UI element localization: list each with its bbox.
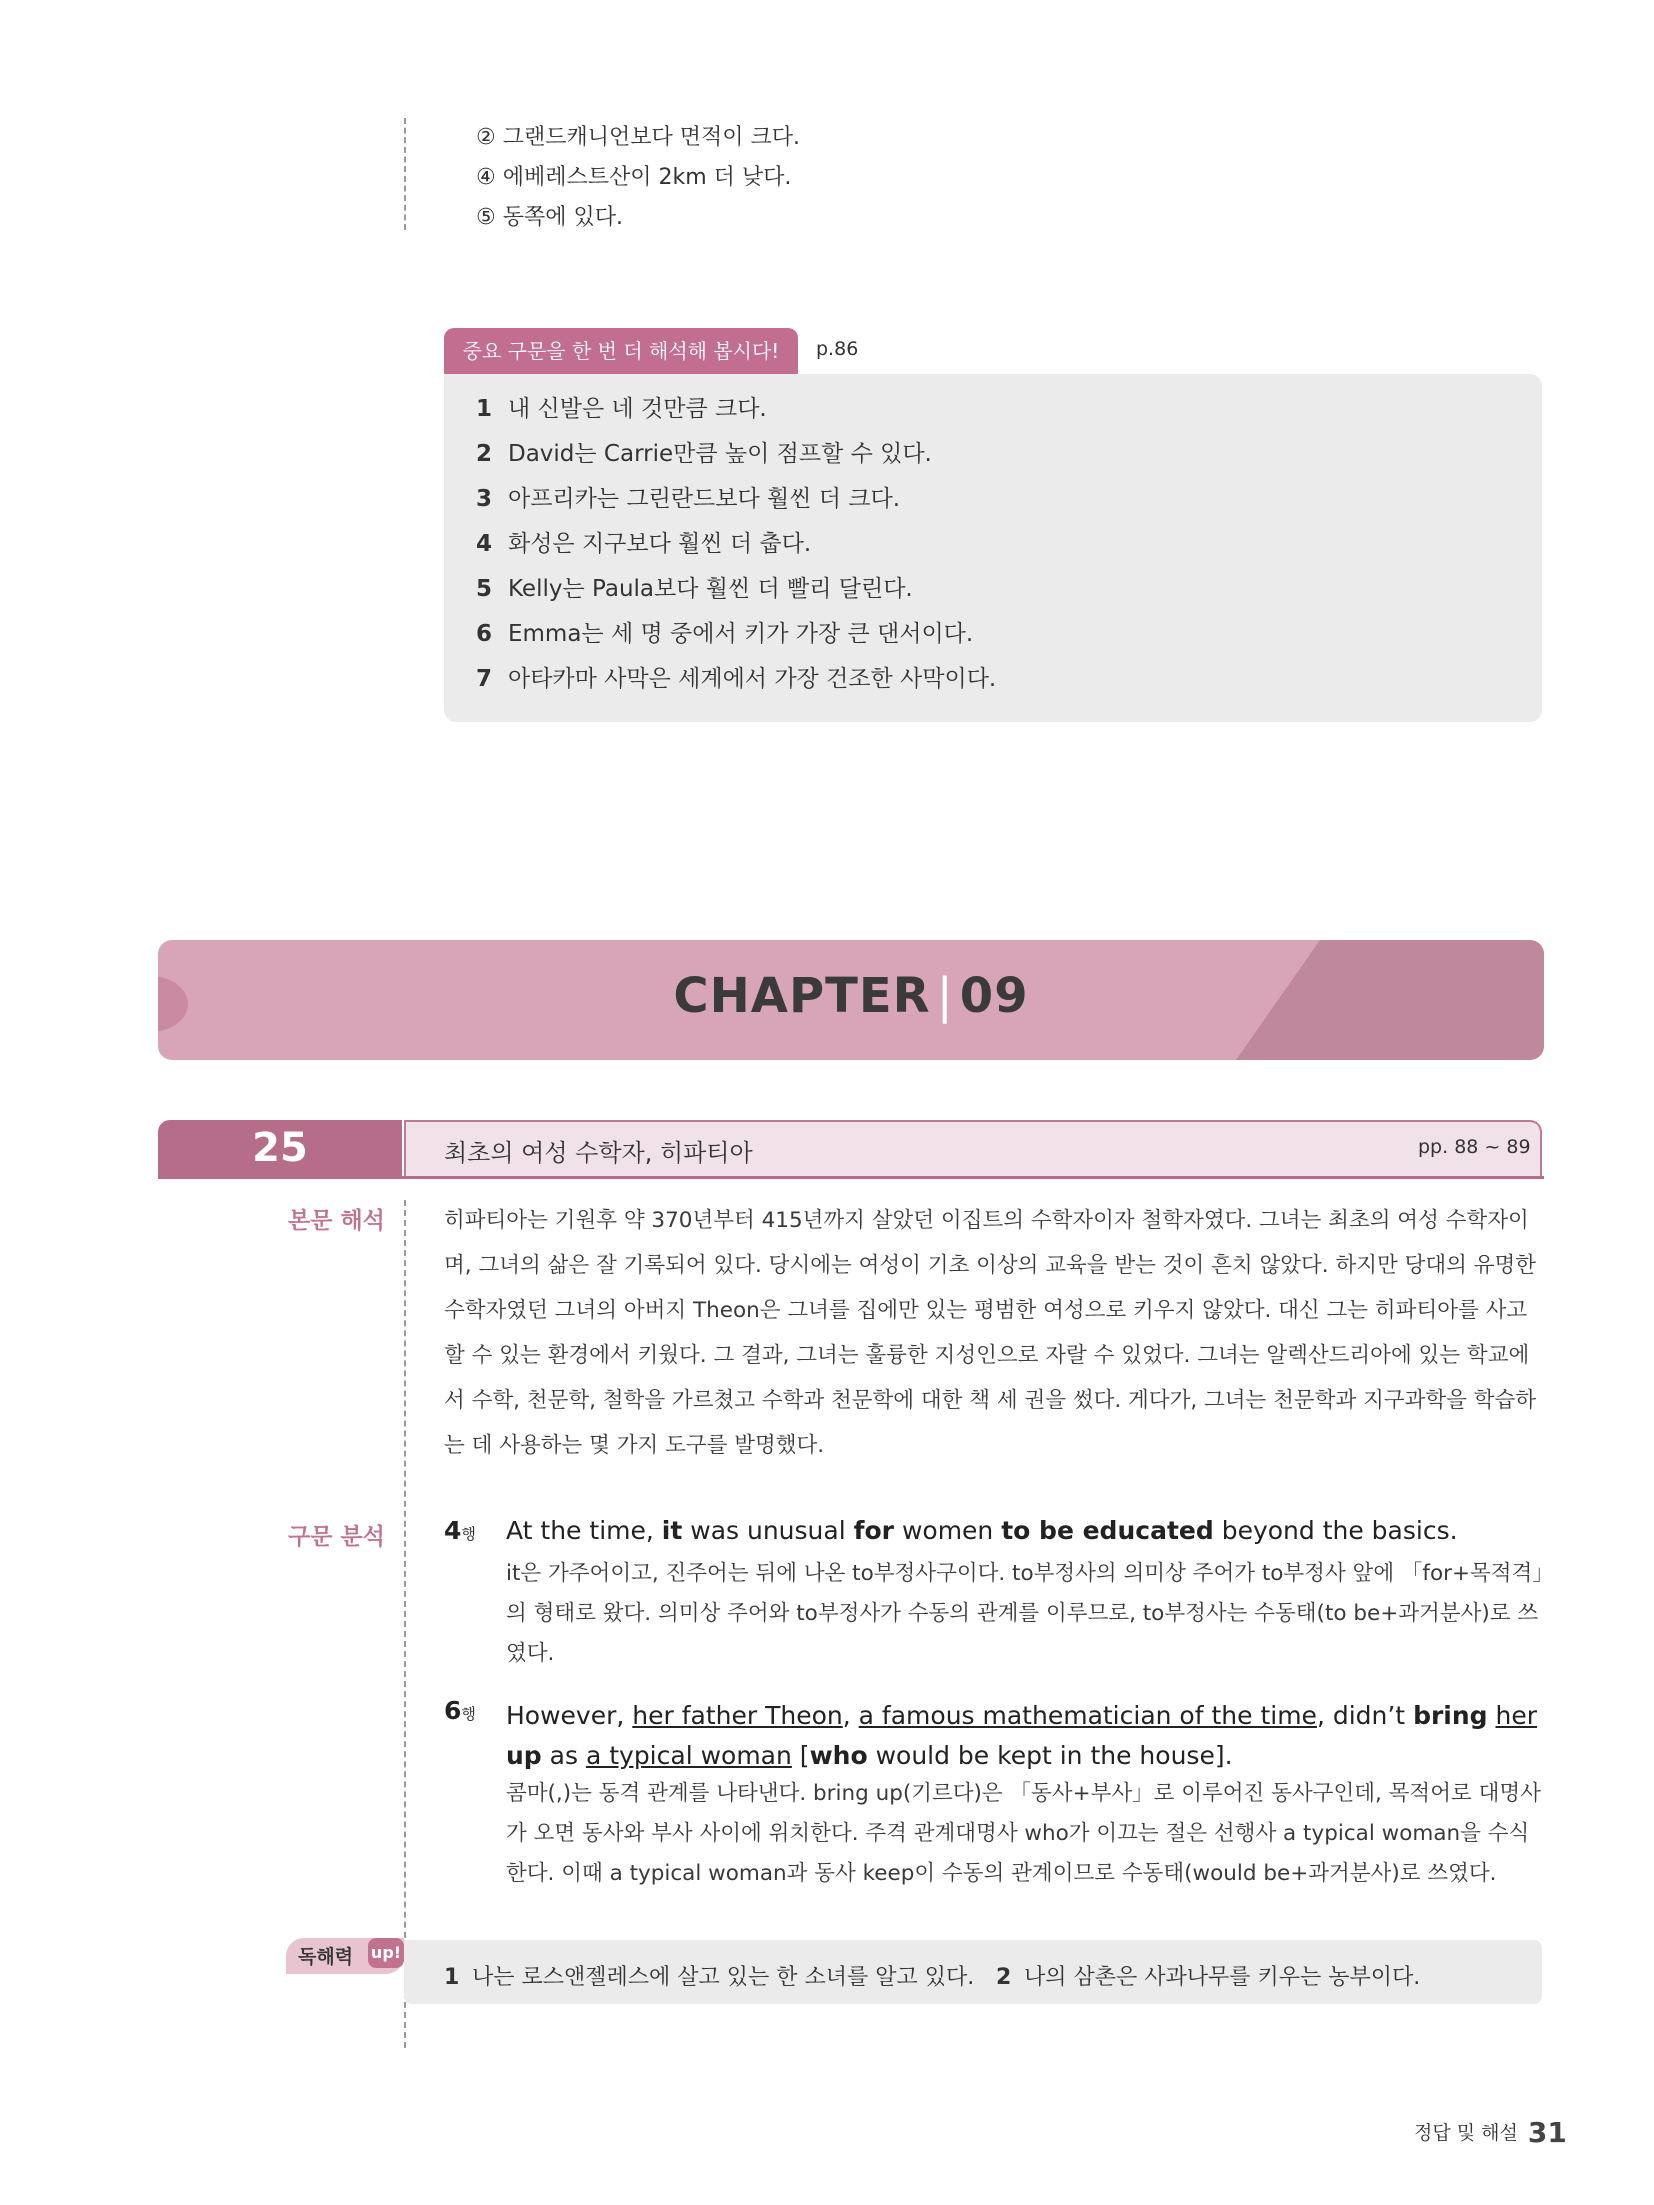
sentence-underline: a famous mathematician of the time [858,1701,1317,1730]
practice-item-text: 나는 로스앤젤레스에 살고 있는 한 소녀를 알고 있다. [472,1965,975,1990]
sentence-text: At the time, [506,1516,662,1545]
analysis-label: 구문 분석 [288,1524,385,1550]
review-item-text: David는 Carrie만큼 높이 점프할 수 있다. [508,441,932,467]
review-item [476,574,913,604]
review-item-text: 아프리카는 그린란드보다 훨씬 더 크다. [508,486,901,512]
review-item-number: 4 [476,531,493,557]
practice-badge-up: up! [368,1938,404,1968]
sentence-emphasis: to be educated [1001,1516,1214,1545]
sentence-underline: her father Theon [632,1701,843,1730]
review-item-number: 1 [476,396,493,422]
answer-choice: ④ 에베레스트산이 2km 더 낮다. [476,165,792,190]
review-item [476,484,900,514]
sentence-emphasis: bring [1413,1701,1488,1730]
review-item [476,529,811,559]
sentence-text: , [842,1701,859,1730]
review-item-text: Emma는 세 명 중에서 키가 가장 큰 댄서이다. [508,621,974,647]
sentence-text: women [894,1516,1002,1545]
footer-label: 정답 및 해설 [1414,2122,1518,2144]
sentence-text: [ [791,1741,810,1770]
review-item-number: 6 [476,621,493,647]
review-page-ref: p.86 [816,338,859,360]
analysis-sentence [506,1516,1546,1545]
review-item-number: 2 [476,441,493,467]
review-item [476,394,767,424]
chapter-title [158,968,1544,1024]
chapter-label: CHAPTER [673,968,931,1024]
section-rule [158,1176,1544,1179]
sentence-emphasis: who [809,1741,868,1770]
sentence-text: , didn’t [1316,1701,1414,1730]
review-item [476,439,932,469]
sentence-underline: a typical woman [585,1741,792,1770]
review-tab: 중요 구문을 한 번 더 해석해 봅시다! [444,328,798,374]
sentence-emphasis: up [506,1741,542,1770]
sentence-emphasis: for [853,1516,894,1545]
translation-label: 본문 해석 [288,1208,385,1234]
answer-choice: ② 그랜드캐니언보다 면적이 크다. [476,125,800,150]
line-suffix: 행 [461,1525,476,1543]
page-number: 31 [1527,2116,1567,2149]
review-item-text: 내 신발은 네 것만큼 크다. [508,396,767,422]
line-suffix: 행 [461,1705,476,1723]
line-number-value: 4 [444,1516,462,1545]
section-title: 최초의 여성 수학자, 히파티아 [444,1139,753,1167]
analysis-sentence [506,1696,1546,1776]
practice-item-number: 2 [996,1965,1012,1990]
chapter-number: 09 [959,968,1029,1024]
line-number [444,1696,476,1725]
sentence-text: However, [506,1701,633,1730]
sentence-text: as [541,1741,586,1770]
practice-item-number: 1 [444,1965,460,1990]
sentence-text: would be kept in the house]. [867,1741,1233,1770]
review-item-text: 아타카마 사막은 세계에서 가장 건조한 사막이다. [508,666,997,692]
review-item-text: 화성은 지구보다 훨씬 더 춥다. [508,531,812,557]
sentence-emphasis: it [661,1516,683,1545]
column-divider [404,1200,406,2048]
sentence-underline: her [1495,1701,1538,1730]
practice-badge-label: 독해력 [298,1946,354,1968]
analysis-explanation: it은 가주어이고, 진주어는 뒤에 나온 to부정사구이다. to부정사의 의미상 주어가 to부정사 앞에 「for+목적격」의 형태로 왔다. 의미상 주어와 to부정사가 수동의 관계를 이루므로, to부정사는 수동태(to be+과거분사)로 쓰였다. [506,1561,1544,1666]
review-item-number: 3 [476,486,493,512]
translation-text: 히파티아는 기원후 약 370년부터 415년까지 살았던 이집트의 수학자이자 철학자였다. 그녀는 최초의 여성 수학자이며, 그녀의 삶은 잘 기록되어 있다. 당시에는 여성이 기초 이상의 교육을 받는 것이 흔치 않았다. 하지만 당대의 유명한 수학자였던 그녀의 아버지 Theon은 그녀를 집에만 있는 평범한 여성으로 키우지 않았다. 대신 그는 히파티아를 사고할 수 있는 환경에서 키웠다. 그 결과, 그녀는 훌륭한 지성인으로 자랄 수 있었다. 그녀는 알렉산드리아에 있는 학교에서 수학, 천문학, 철학을 가르쳤고 수학과 천문학에 대한 책 세 권을 썼다. 게다가, 그녀는 천문학과 지구과학을 학습하는 데 사용하는 몇 가지 도구를 발명했다. [444,1208,1537,1458]
practice-item [444,1960,974,1991]
sentence-text: beyond the basics. [1213,1516,1458,1545]
review-item-number: 7 [476,666,493,692]
chapter-banner [158,940,1544,1060]
analysis-explanation: 콤마(,)는 동격 관계를 나타낸다. bring up(기르다)은 「동사+부사」로 이루어진 동사구인데, 목적어로 대명사가 오면 동사와 부사 사이에 위치한다. 주격 관계대명사 who가 이끄는 절은 선행사 a typical woman을 수식한다. 이때 a typical woman과 동사 keep이 수동의 관계이므로 수동태(would be+과거분사)로 쓰였다. [506,1781,1541,1886]
answer-choices [404,118,800,230]
line-number-value: 6 [444,1696,462,1725]
review-item [476,664,996,694]
section-pages: pp. 88 ~ 89 [1418,1136,1531,1158]
chapter-separator: | [936,968,954,1024]
review-item-number: 5 [476,576,493,602]
sentence-text [1488,1701,1496,1730]
practice-item [996,1960,1420,1991]
review-item-text: Kelly는 Paula보다 훨씬 더 빨리 달린다. [508,576,913,602]
section-number: 25 [158,1120,402,1176]
line-number [444,1516,476,1545]
sentence-text: was unusual [682,1516,854,1545]
review-item [476,619,973,649]
practice-item-text: 나의 삼촌은 사과나무를 키우는 농부이다. [1024,1965,1421,1990]
page-footer [1414,2116,1567,2149]
answer-choice: ⑤ 동쪽에 있다. [476,205,623,230]
